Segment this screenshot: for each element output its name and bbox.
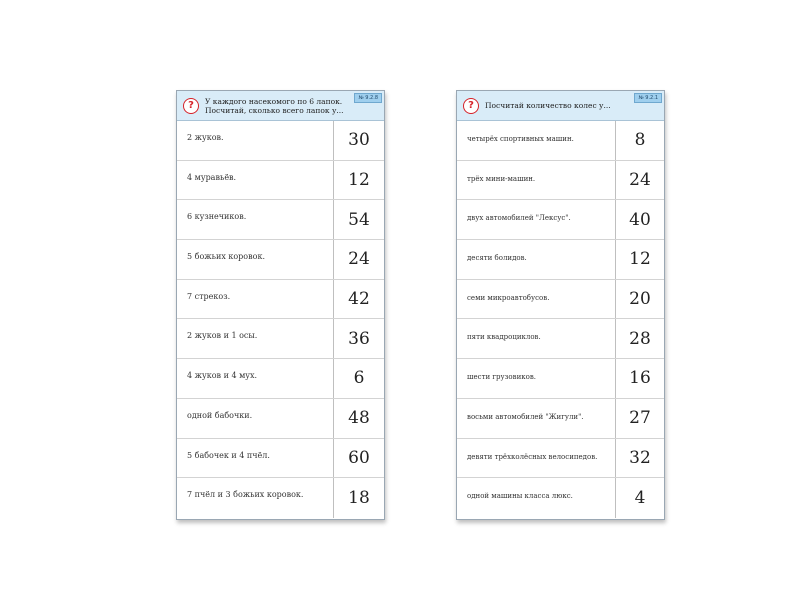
table-row[interactable] [457, 319, 664, 359]
task-card-legs [176, 90, 385, 520]
row-text: 6 кузнечиков. [187, 212, 247, 222]
row-text: десяти болидов. [467, 254, 527, 263]
table-row[interactable] [457, 240, 664, 280]
row-value: 6 [333, 359, 384, 398]
row-value: 8 [615, 121, 664, 160]
table-row[interactable] [457, 200, 664, 240]
row-value: 36 [333, 319, 384, 358]
row-text: восьми автомобилей "Жигули". [467, 412, 584, 421]
row-text: 7 стрекоз. [187, 291, 231, 301]
question-icon: ? [463, 98, 479, 114]
table-row[interactable] [177, 200, 384, 240]
row-value: 12 [333, 161, 384, 200]
table-row[interactable] [177, 280, 384, 320]
row-text: 2 жуков. [187, 133, 224, 142]
task-card-wheels [456, 90, 665, 520]
row-value: 42 [333, 280, 384, 319]
card-header [177, 91, 384, 121]
table-row[interactable] [457, 359, 664, 399]
row-text: шести грузовиков. [467, 373, 536, 382]
row-value: 24 [615, 161, 664, 200]
card-rows [457, 121, 664, 518]
row-value: 30 [333, 121, 384, 160]
table-row[interactable] [457, 399, 664, 439]
row-text: девяти трёхколёсных велосипедов. [467, 452, 598, 461]
row-value: 27 [615, 399, 664, 438]
row-value: 54 [333, 200, 384, 239]
row-text: 5 бабочек и 4 пчёл. [187, 450, 270, 460]
row-value: 40 [615, 200, 664, 239]
table-row[interactable] [177, 478, 384, 518]
row-value: 28 [615, 319, 664, 358]
row-text: четырёх спортивных машин. [467, 135, 574, 143]
row-value: 4 [615, 478, 664, 518]
card-tag: № 9.2.8 [354, 93, 382, 103]
row-text: 5 божьих коровок. [187, 252, 265, 262]
row-text: одной машины класса люкс. [467, 492, 573, 501]
table-row[interactable] [457, 439, 664, 479]
row-value: 32 [615, 439, 664, 478]
row-text: трёх мини-машин. [467, 174, 536, 183]
row-text: 2 жуков и 1 осы. [187, 331, 258, 341]
table-row[interactable] [177, 319, 384, 359]
card-question-text: Посчитай количество колес у... [485, 101, 611, 110]
row-value: 18 [333, 478, 384, 518]
table-row[interactable] [177, 121, 384, 161]
row-text: пяти квадроциклов. [467, 333, 541, 342]
table-row[interactable] [457, 478, 664, 518]
row-value: 20 [615, 280, 664, 319]
table-row[interactable] [177, 359, 384, 399]
row-text: одной бабочки. [187, 410, 253, 420]
row-text: двух автомобилей "Лексус". [467, 214, 571, 223]
row-text: 4 муравьёв. [187, 172, 237, 182]
table-row[interactable] [457, 161, 664, 201]
table-row[interactable] [177, 399, 384, 439]
card-header [457, 91, 664, 121]
row-value: 48 [333, 399, 384, 438]
table-row[interactable] [457, 280, 664, 320]
row-text: 7 пчёл и 3 божьих коровок. [187, 490, 304, 500]
row-value: 16 [615, 359, 664, 398]
card-question-text: У каждого насекомого по 6 лапок. Посчитай, сколько всего лапок у... [205, 96, 344, 115]
card-rows [177, 121, 384, 518]
row-value: 12 [615, 240, 664, 279]
row-text: семи микроавтобусов. [467, 293, 550, 302]
card-tag: № 9.2.1 [634, 93, 662, 103]
table-row[interactable] [177, 240, 384, 280]
table-row[interactable] [177, 161, 384, 201]
row-text: 4 жуков и 4 мух. [187, 371, 258, 381]
question-icon: ? [183, 98, 199, 114]
table-row[interactable] [457, 121, 664, 161]
row-value: 60 [333, 439, 384, 478]
table-row[interactable] [177, 439, 384, 479]
row-value: 24 [333, 240, 384, 279]
